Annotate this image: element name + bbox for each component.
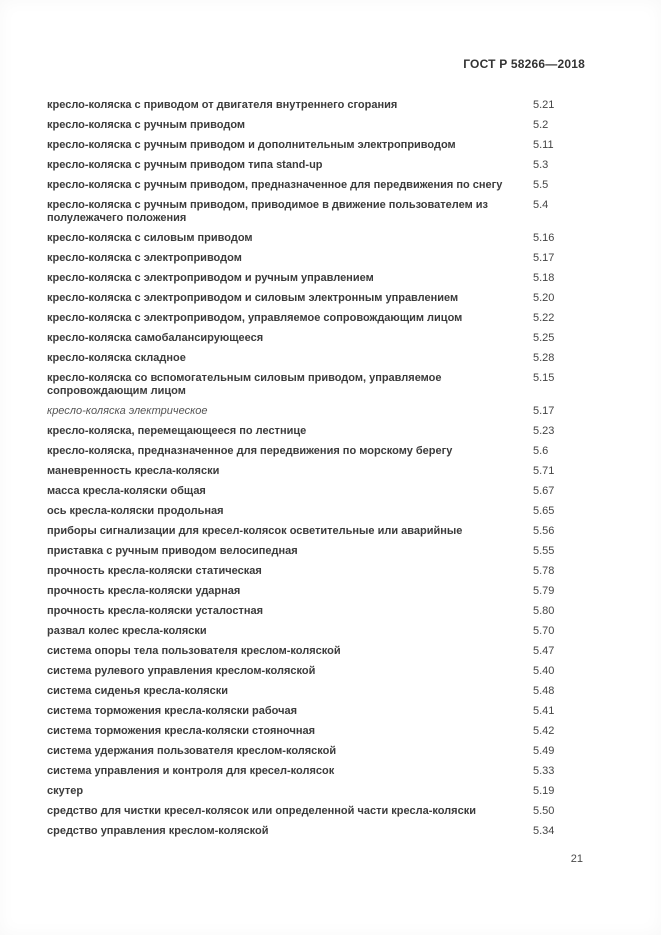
index-term: кресло-коляска с электроприводом, управляемое сопровождающим лицом bbox=[47, 312, 463, 324]
index-term: приборы сигнализации для кресел-колясок осветительные или аварийные bbox=[47, 525, 463, 537]
index-ref-number: 5.80 bbox=[533, 605, 555, 617]
index-ref-number: 5.34 bbox=[533, 825, 555, 837]
index-term: система управления и контроля для кресел-колясок bbox=[47, 765, 335, 777]
index-entry-row bbox=[47, 119, 621, 132]
index-term: маневренность кресла-коляски bbox=[47, 465, 220, 477]
index-entry-row bbox=[47, 545, 621, 558]
index-entry-row bbox=[47, 332, 621, 345]
index-ref-number: 5.78 bbox=[533, 565, 555, 577]
index-term: система торможения кресла-коляски стояночная bbox=[47, 725, 316, 737]
index-entry-row bbox=[47, 159, 621, 172]
index-ref-number: 5.18 bbox=[533, 272, 555, 284]
doc-number: ГОСТ Р 58266—2018 bbox=[463, 57, 585, 71]
index-term: масса кресла-коляски общая bbox=[47, 485, 206, 497]
index-ref-number: 5.71 bbox=[533, 465, 555, 477]
index-ref-number: 5.19 bbox=[533, 785, 555, 797]
index-ref-number: 5.17 bbox=[533, 252, 555, 264]
index-ref-number: 5.20 bbox=[533, 292, 555, 304]
index-term: система сиденья кресла-коляски bbox=[47, 685, 229, 697]
index-term: кресло-коляска с ручным приводом bbox=[47, 119, 246, 131]
index-entry-row bbox=[47, 292, 621, 305]
index-entry-row bbox=[47, 605, 621, 618]
index-term: средство для чистки кресел-колясок или определенной части кресла-коляски bbox=[47, 805, 476, 817]
index-ref-number: 5.25 bbox=[533, 332, 555, 344]
index-entry-row bbox=[47, 585, 621, 598]
index-entry-row bbox=[47, 485, 621, 498]
index-term: кресло-коляска с приводом от двигателя внутреннего сгорания bbox=[47, 99, 398, 111]
alphabetical-index-list bbox=[0, 71, 661, 838]
index-term: кресло-коляска с электроприводом и ручным управлением bbox=[47, 272, 374, 284]
index-ref-number: 5.40 bbox=[533, 665, 555, 677]
index-term: система удержания пользователя креслом-коляской bbox=[47, 745, 337, 757]
index-ref-number: 5.79 bbox=[533, 585, 555, 597]
index-term: кресло-коляска с силовым приводом bbox=[47, 232, 253, 244]
index-term: кресло-коляска с ручным приводом и дополнительным электроприводом bbox=[47, 139, 456, 151]
index-ref-number: 5.67 bbox=[533, 485, 555, 497]
index-ref-number: 5.47 bbox=[533, 645, 555, 657]
index-entry-row bbox=[47, 445, 621, 458]
index-entry-row bbox=[47, 232, 621, 245]
index-entry-row bbox=[47, 505, 621, 518]
index-ref-number: 5.4 bbox=[533, 199, 549, 211]
index-entry-row bbox=[47, 765, 621, 778]
index-ref-number: 5.70 bbox=[533, 625, 555, 637]
index-ref-number: 5.50 bbox=[533, 805, 555, 817]
index-term: система торможения кресла-коляски рабочая bbox=[47, 705, 298, 717]
index-term: скутер bbox=[47, 785, 84, 797]
index-entry-row bbox=[47, 805, 621, 818]
index-entry-row bbox=[47, 645, 621, 658]
index-entry-row bbox=[47, 272, 621, 285]
index-entry-row bbox=[47, 525, 621, 538]
index-entry-row bbox=[47, 405, 621, 418]
page-number: 21 bbox=[570, 853, 583, 865]
index-term: кресло-коляска со вспомогательным силовым приводом, управляемое сопровождающим лицом bbox=[47, 372, 442, 397]
index-term: средство управления креслом-коляской bbox=[47, 825, 269, 837]
document-header bbox=[0, 0, 661, 71]
index-term: система рулевого управления креслом-коляской bbox=[47, 665, 316, 677]
index-entry-row bbox=[47, 199, 621, 225]
index-entry-row bbox=[47, 139, 621, 152]
index-ref-number: 5.49 bbox=[533, 745, 555, 757]
index-entry-row bbox=[47, 825, 621, 838]
index-entry-row bbox=[47, 785, 621, 798]
index-ref-number: 5.2 bbox=[533, 119, 549, 131]
index-ref-number: 5.55 bbox=[533, 545, 555, 557]
index-entry-row bbox=[47, 425, 621, 438]
index-term: ось кресла-коляски продольная bbox=[47, 505, 224, 517]
index-term: прочность кресла-коляски статическая bbox=[47, 565, 262, 577]
index-term: кресло-коляска, предназначенное для передвижения по морскому берегу bbox=[47, 445, 453, 457]
index-term: развал колес кресла-коляски bbox=[47, 625, 207, 637]
index-ref-number: 5.33 bbox=[533, 765, 555, 777]
index-term: кресло-коляска складное bbox=[47, 352, 186, 364]
index-entry-row bbox=[47, 352, 621, 365]
page-footer bbox=[0, 845, 661, 865]
index-entry-row bbox=[47, 465, 621, 478]
index-term: кресло-коляска с ручным приводом, предназначенное для передвижения по снегу bbox=[47, 179, 503, 191]
index-term: приставка с ручным приводом велосипедная bbox=[47, 545, 298, 557]
index-entry-row bbox=[47, 625, 621, 638]
index-ref-number: 5.22 bbox=[533, 312, 555, 324]
index-term: кресло-коляска с ручным приводом, приводимое в движение пользователем из полулежачего положения bbox=[47, 199, 489, 224]
index-term: кресло-коляска, перемещающееся по лестнице bbox=[47, 425, 307, 437]
index-ref-number: 5.42 bbox=[533, 725, 555, 737]
index-term: кресло-коляска электрическое bbox=[47, 405, 208, 417]
index-ref-number: 5.15 bbox=[533, 372, 555, 384]
index-ref-number: 5.56 bbox=[533, 525, 555, 537]
index-entry-row bbox=[47, 665, 621, 678]
index-entry-row bbox=[47, 705, 621, 718]
index-ref-number: 5.23 bbox=[533, 425, 555, 437]
index-entry-row bbox=[47, 725, 621, 738]
index-ref-number: 5.6 bbox=[533, 445, 549, 457]
index-entry-row bbox=[47, 252, 621, 265]
index-ref-number: 5.17 bbox=[533, 405, 555, 417]
index-ref-number: 5.48 bbox=[533, 685, 555, 697]
index-entry-row bbox=[47, 179, 621, 192]
index-ref-number: 5.65 bbox=[533, 505, 555, 517]
index-ref-number: 5.28 bbox=[533, 352, 555, 364]
index-term: кресло-коляска с ручным приводом типа stand-up bbox=[47, 159, 323, 171]
index-term: прочность кресла-коляски усталостная bbox=[47, 605, 264, 617]
index-ref-number: 5.3 bbox=[533, 159, 549, 171]
index-term: кресло-коляска с электроприводом и силовым электронным управлением bbox=[47, 292, 459, 304]
index-entry-row bbox=[47, 372, 621, 398]
index-ref-number: 5.16 bbox=[533, 232, 555, 244]
index-entry-row bbox=[47, 99, 621, 112]
index-term: система опоры тела пользователя креслом-коляской bbox=[47, 645, 341, 657]
index-ref-number: 5.41 bbox=[533, 705, 555, 717]
index-term: кресло-коляска с электроприводом bbox=[47, 252, 242, 264]
index-entry-row bbox=[47, 565, 621, 578]
index-ref-number: 5.5 bbox=[533, 179, 549, 191]
index-entry-row bbox=[47, 745, 621, 758]
index-entry-row bbox=[47, 685, 621, 698]
index-term: прочность кресла-коляски ударная bbox=[47, 585, 241, 597]
index-entry-row bbox=[47, 312, 621, 325]
index-ref-number: 5.21 bbox=[533, 99, 555, 111]
index-ref-number: 5.11 bbox=[533, 139, 554, 151]
index-term: кресло-коляска самобалансирующееся bbox=[47, 332, 264, 344]
